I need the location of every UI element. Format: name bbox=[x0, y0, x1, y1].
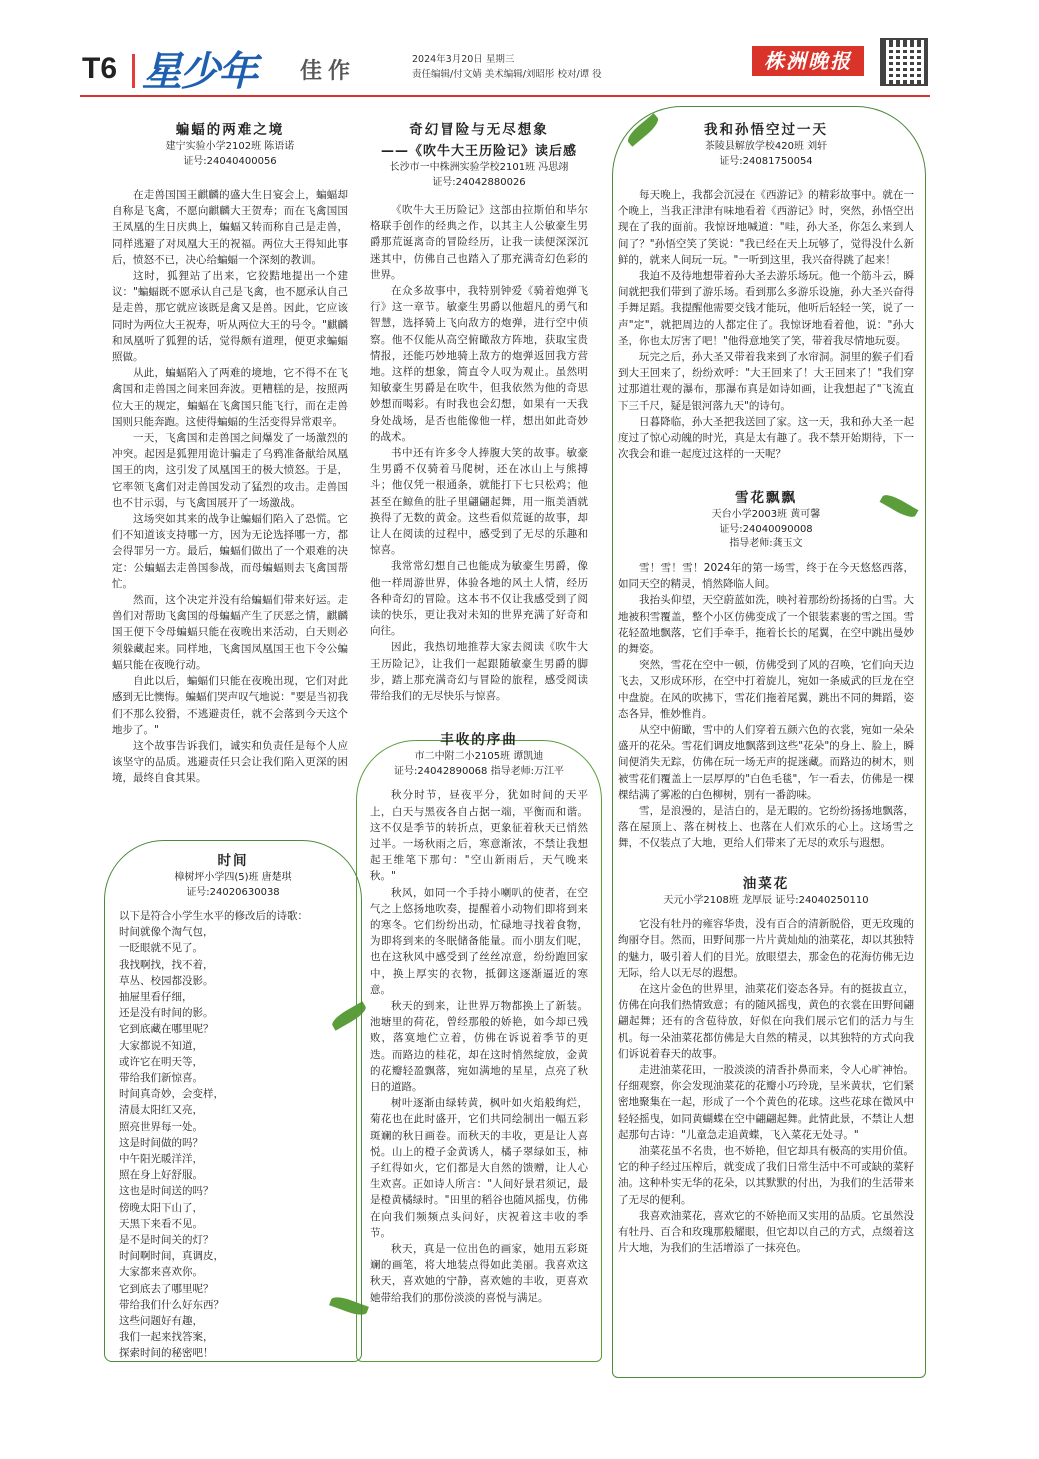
poem-line: 我们一起来找答案， bbox=[119, 1331, 214, 1344]
paragraph: 树叶逐渐由绿转黄，枫叶如火焰般绚烂，菊花也在此时盛开，它们共同绘制出一幅五彩斑斓的秋日画卷。而秋天的丰收，更是让人喜悦。山上的橙子金黄诱人，橘子翠绿如玉，柿子红得如火，它们都是大自然的馈赠，让人心生欢喜。正如诗人所言："人间好景君须记，最是橙黄橘绿时。"田里的稻谷也随风摇曳，仿佛在向我们频频点头问好，庆祝着这丰收的季节。 bbox=[370, 1097, 588, 1239]
poem-line: 带给我们新惊喜。 bbox=[119, 1072, 203, 1085]
paragraph: 日暮降临，孙大圣把我送回了家。这一天，我和孙大圣一起度过了惊心动魄的时光，真是太有趣了。我不禁开始期待，下一次我会和谁一起度过这样的一天呢？ bbox=[618, 415, 914, 461]
article-body bbox=[618, 560, 914, 852]
column-middle bbox=[370, 110, 588, 1306]
paragraph: 我常常幻想自己也能成为敏豪生男爵，像他一样周游世界，体验各地的风土人情，经历各种奇幻的冒险。这本书不仅让我感受到了阅读的快乐，更让我对未知的世界充满了好奇和向往。 bbox=[370, 560, 588, 638]
header-rule bbox=[80, 95, 930, 97]
header-meta bbox=[412, 52, 602, 82]
article-teacher: 指导老师:龚玉文 bbox=[729, 538, 803, 550]
paragraph: 这个故事告诉我们，诚实和负责任是每个人应该坚守的品质。逃避责任只会让我们陷入更深的困境，最终自食其果。 bbox=[112, 739, 348, 785]
paragraph: 秋风，如同一个手持小喇叭的使者，在空气之上悠扬地吹奏，提醒着小动物们即将到来的寒冬。它们纷纷出动，忙碌地寻找着食物，为即将到来的冬眠储备能量。而小朋友们呢，也在这秋风中感受到了丝丝凉意，纷纷跑回家中，换上厚实的衣物，抵御这逐渐逼近的寒意。 bbox=[370, 886, 588, 996]
article-cert: 证号:24040400056 bbox=[183, 155, 277, 167]
article-author: 天元小学2108班 龙厚辰 证号:24040250110 bbox=[663, 894, 869, 906]
article-author: 长沙市一中株洲实验学校2101班 冯思翊 bbox=[389, 162, 569, 173]
poem-cert: 证号:24020630038 bbox=[186, 886, 280, 898]
paragraph: 在走兽国国王麒麟的盛大生日宴会上，蝙蝠却自称是飞禽，不愿向麒麟大王贺寿；而在飞禽国国王凤凰的生日庆典上，蝙蝠又转而称自己是走兽，同样逃避了对凤凰大王的祝福。两位大王得知此事后，愤怒不已，决心给蝙蝠一个深刻的教训。 bbox=[112, 189, 348, 266]
section-logo-text: 星少年 bbox=[142, 49, 256, 95]
paragraph: 每天晚上，我都会沉浸在《西游记》的精彩故事中。就在一个晚上，当我正津津有味地看着《西游记》时，突然，孙悟空出现在了我的面前。我惊讶地喊道："哇，孙大圣，你怎么来到人间了？"孙悟空笑了笑说："我已经在天上玩够了，觉得没什么新鲜的，就来人间玩一玩。"一听到这里，我兴奋得跳了起来！ bbox=[618, 189, 914, 266]
poem-line: 或许它在明天等， bbox=[119, 1055, 203, 1068]
paragraph: 秋天，真是一位出色的画家，她用五彩斑斓的画笔，将大地装点得如此美丽。我喜欢这秋天，喜欢她的宁静，喜欢她的丰收，更喜欢她带给我们的那份淡淡的喜悦与满足。 bbox=[370, 1242, 588, 1304]
poem-line: 时间真奇妙，会变样， bbox=[119, 1088, 224, 1101]
paragraph: 从空中俯瞰，雪中的人们穿着五颜六色的衣裳，宛如一朵朵盛开的花朵。雪花们调皮地飘落到这些"花朵"的身上、脸上，瞬间便消失无踪，仿佛在玩一场无声的捉迷藏。而路边的树木，则被雪花们覆盖上一层厚厚的"白色毛毯"，乍一看去，仿佛是一棵棵结满了雾凇的白色柳树，别有一番韵味。 bbox=[618, 723, 914, 801]
page-number: T6 bbox=[82, 52, 118, 85]
poem-line: 以下是符合小学生水平的修改后的诗歌： bbox=[119, 910, 308, 922]
paragraph: 雪，是浪漫的，是洁白的，是无暇的。它纷纷扬扬地飘落，落在屋顶上、落在树枝上、也落在人们欢乐的心上。这场雪之舞，不仅装点了大地，更给人们带来了无尽的欢乐与遐想。 bbox=[618, 805, 914, 850]
page-header bbox=[0, 0, 1039, 98]
article-title: 油菜花 bbox=[742, 875, 790, 892]
poem-line: 它到底藏在哪里呢？ bbox=[119, 1023, 214, 1036]
newspaper-logo: 株洲晚报 bbox=[752, 46, 864, 76]
paragraph: 因此，我热切地推荐大家去阅读《吹牛大王历险记》，让我们一起跟随敏豪生男爵的脚步，踏上那充满奇幻与冒险的旅程，感受阅读带给我们的无尽快乐与惊喜。 bbox=[370, 641, 588, 703]
paragraph: 油菜花虽不名贵，也不娇艳，但它却具有极高的实用价值。它的种子经过压榨后，就变成了我们日常生活中不可或缺的菜籽油。这种朴实无华的花朵，以其默默的付出，为我们的生活带来了无尽的便利。 bbox=[618, 1144, 914, 1206]
column-right bbox=[618, 110, 914, 1256]
paragraph: 玩完之后，孙大圣又带着我来到了水帘洞。洞里的猴子们看到大王回来了，纷纷欢呼："大王回来了！大王回来了！"我们穿过那道壮观的瀑布，那瀑布真是如诗如画，让我想起了"飞流直下三千尺，疑是银河落九天"的诗句。 bbox=[618, 351, 914, 412]
article-subtitle: ——《吹牛大王历险记》读后感 bbox=[380, 144, 577, 159]
poem-line: 清晨太阳红又亮， bbox=[119, 1104, 203, 1117]
article-title: 我和孙悟空过一天 bbox=[704, 122, 828, 138]
poem-line: 这些问题好有趣， bbox=[119, 1315, 203, 1328]
paragraph: 在众多故事中，我特别钟爱《骑着炮弹飞行》这一章节。敏豪生男爵以他超凡的勇气和智慧，选择骑上飞向敌方的炮弹，进行空中侦察。他不仅能从高空俯瞰敌方阵地，获取宝贵情报，还能巧妙地骑上敌方的炮弹返回我方营地。这样的想象，简直令人叹为观止。虽然明知敏豪生男爵是在吹牛，但我依然为他的奇思妙想而喝彩。有时我也会幻想，如果有一天我身处战场，是否也能像他一样，想出如此奇妙的战术。 bbox=[370, 285, 588, 443]
poem-line: 时间就像个淘气包， bbox=[119, 926, 214, 939]
paragraph: 这场突如其来的战争让蝙蝠们陷入了恐慌。它们不知道该支持哪一方，因为无论选择哪一方，都会得罪另一方。最后，蝙蝠们做出了一个艰难的决定：公蝙蝠去走兽国参战，而母蝙蝠则去飞禽国帮忙。 bbox=[112, 513, 348, 590]
poem-box bbox=[104, 840, 362, 1362]
poem-line: 中午阳光暖洋洋， bbox=[119, 1153, 203, 1166]
paragraph: 雪！雪！雪！2024年的第一场雪，终于在今天悠悠西落，如同天空的精灵，悄然降临人间。 bbox=[618, 561, 914, 591]
paragraph: 一天，飞禽国和走兽国之间爆发了一场激烈的冲突。起因是狐狸用诡计骗走了乌鸦准备献给凤凰国王的肉，这引发了凤凰国王的极大愤怒。于是，它率领飞禽们对走兽国发动了猛烈的攻击。走兽国也不甘示弱，与飞禽国展开了一场激战。 bbox=[112, 432, 348, 509]
paragraph: 走进油菜花田，一股淡淡的清香扑鼻而来，令人心旷神怡。仔细观察，你会发现油菜花的花瓣小巧玲珑，呈米黄状，它们紧密地聚集在一起，形成了一个个黄色的花球。这些花球在微风中轻轻摇曳，如同黄蝴蝶在空中翩翩起舞。此情此景，不禁让人想起那句古诗："儿童急走追黄蝶，飞入菜花无处寻。" bbox=[618, 1063, 914, 1141]
poem-line: 这是时间做的吗？ bbox=[119, 1136, 203, 1149]
qr-code-icon[interactable] bbox=[880, 38, 928, 86]
editors-line: 责任编辑/付文婧 美术编辑/刘昭彤 校对/谭 役 bbox=[412, 69, 602, 80]
poem-line: 一眨眼就不见了。 bbox=[119, 942, 203, 955]
paragraph: 《吹牛大王历险记》这部由拉斯伯和毕尔格联手创作的经典之作，以其主人公敏豪生男爵那荒诞离奇的冒险经历，让我一读便深深沉迷其中，仿佛自己也踏入了那充满奇幻色彩的世界。 bbox=[370, 204, 588, 281]
article-body bbox=[618, 916, 914, 1256]
article-title: 蝙蝠的两难之境 bbox=[175, 122, 285, 138]
poem-line: 我找啊找，找不着， bbox=[119, 958, 214, 971]
paragraph: 秋分时节，昼夜平分，犹如时间的天平上，白天与黑夜各自占据一端，平衡而和谐。这不仅是季节的转折点，更象征着秋天已悄然过半。一场秋雨之后，寒意渐浓，不禁让我想起王维笔下那句："空山新雨后，天气晚来秋。" bbox=[370, 789, 588, 883]
column-left bbox=[112, 110, 348, 787]
article-cert: 证号:24042890068 指导老师:万江平 bbox=[394, 765, 564, 777]
paragraph: 然而，这个决定并没有给蝙蝠们带来好运。走兽们对帮助飞禽国的母蝙蝠产生了厌恶之情，麒麟国王便下令母蝙蝠只能在夜晚出来活动，白天则必须躲藏起来。同样地，飞禽国凤凰国王也下令公蝙蝠只能在夜晚行动。 bbox=[112, 594, 348, 671]
article-title: 奇幻冒险与无尽想象 bbox=[409, 122, 549, 138]
paragraph: 突然，雪花在空中一顿，仿佛受到了风的召唤，它们向天边飞去，又形成环形，在空中打着旋儿，宛如一条威武的巨龙在空中盘旋。在风的吹拂下，雪花们拖着尾翼，跳出不同的舞蹈，姿态各异，惟妙惟肖。 bbox=[618, 659, 914, 720]
poem-line: 大家都说不知道， bbox=[119, 1039, 203, 1052]
article-author: 市二中附二小2105班 谭凯迪 bbox=[414, 751, 544, 763]
paragraph: 这时，狐狸站了出来，它狡黠地提出一个建议："蝙蝠既不愿承认自己是飞禽，也不愿承认自己是走兽，那它就应该既是禽又是兽。因此，它应该同时为两位大王祝寿，听从两位大王的号令。"麒麟和凤凰听了狐狸的话，觉得颇有道理，便更求蝙蝠照做。 bbox=[112, 270, 348, 364]
paragraph: 秋天的到来，让世界万物都换上了新装。池塘里的荷花，曾经那般的娇艳，如今却已残败，落寞地伫立着，仿佛在诉说着季节的更迭。而路边的桂花，却在这时悄然绽放，金黄的花瓣轻盈飘落，宛如满地的星星，点亮了秋日的道路。 bbox=[370, 999, 588, 1093]
article-body bbox=[370, 787, 588, 1306]
section-logo bbox=[142, 40, 256, 97]
poem-lines bbox=[119, 908, 361, 1362]
issue-date: 2024年3月20日 星期三 bbox=[412, 54, 515, 65]
paragraph: 从此，蝙蝠陷入了两难的境地，它不得不在飞禽国和走兽国之间来回奔波。更糟糕的是，按照两位大王的规定，蝙蝠在飞禽国只能飞行，而在走兽国则只能奔跑。这使得蝙蝠的生活变得异常艰辛。 bbox=[112, 367, 348, 428]
poem-line: 草丛、校园都没影。 bbox=[119, 974, 214, 987]
article-cert: 证号:24042880026 bbox=[432, 176, 526, 188]
poem-line: 天黑下来看不见。 bbox=[119, 1217, 203, 1230]
poem-line: 它到底去了哪里呢？ bbox=[119, 1282, 214, 1295]
poem-line: 这也是时间送的吗？ bbox=[119, 1185, 214, 1198]
poem-line: 傍晚太阳下山了， bbox=[119, 1201, 203, 1214]
poem-line: 照亮世界每一处。 bbox=[119, 1120, 203, 1133]
article-body bbox=[112, 187, 348, 787]
article-cert: 证号:24040090008 bbox=[719, 523, 813, 535]
poem-line: 探索时间的秘密吧！ bbox=[119, 1347, 214, 1360]
paragraph: 自此以后，蝙蝠们只能在夜晚出现，它们对此感到无比懊悔。蝙蝠们哭声叹气地说："要是当初我们不那么狡猾，不逃避责任，就不会落到今天这个地步了。" bbox=[112, 675, 348, 736]
article-body bbox=[618, 187, 914, 462]
article-author: 天台小学2003班 黄可馨 bbox=[711, 509, 821, 521]
article-author: 茶陵县解放学校420班 刘轩 bbox=[704, 141, 828, 152]
article-title: 丰收的序曲 bbox=[440, 732, 518, 749]
paragraph: 我喜欢油菜花，喜欢它的不娇艳而又实用的品质。它虽然没有牡丹、百合和玫瑰那般耀眼，但它却以自己的方式，点缀着这片大地，为我们的生活增添了一抹亮色。 bbox=[618, 1209, 914, 1255]
article-title: 雪花飘飘 bbox=[735, 490, 797, 507]
paragraph: 在这片金色的世界里，油菜花们姿态各异。有的挺拔直立，仿佛在向我们热情致意；有的随风摇曳，黄色的衣裳在田野间翩翩起舞；还有的含苞待放，好似在向我们展示它们的活力与生机。每一朵油菜花都仿佛是大自然的精灵，以其独特的方式向我们诉说着春天的故事。 bbox=[618, 982, 914, 1060]
poem-title: 时间 bbox=[217, 853, 249, 869]
article-body bbox=[370, 202, 588, 704]
paragraph: 我抬头仰望，天空蔚蓝如洗，映衬着那纷纷扬扬的白雪。大地被积雪覆盖，整个小区仿佛变成了一个银装素裹的雪之国。雪花轻盈地飘落，它们手牵手，拖着长长的尾翼，在空中跳出曼妙的舞姿。 bbox=[618, 594, 914, 655]
paragraph: 它没有牡丹的雍容华贵，没有百合的清新脱俗，更无玫瑰的绚丽夺目。然而，田野间那一片片黄灿灿的油菜花，却以其独特的魅力，吸引着人们的目光。放眼望去，那金色的花海仿佛无边无际，给人以无尽的遐想。 bbox=[618, 918, 914, 979]
paragraph: 我迫不及待地想带着孙大圣去游乐场玩。他一个筋斗云，瞬间就把我们带到了游乐场。看到那么多游乐设施，孙大圣兴奋得手舞足蹈。我提醒他需要交钱才能玩，他听后轻轻一笑，说了一声"定"，就把周边的人都定住了。我惊讶地看着他，说："孙大圣，你也太厉害了吧！"他得意地笑了笑，带着我尽情地玩耍。 bbox=[618, 270, 914, 347]
poem-line: 时间啊时间，真调皮， bbox=[119, 1250, 224, 1263]
poem-line: 照在身上好舒服。 bbox=[119, 1169, 203, 1182]
article-author: 建宁实验小学2102班 陈语诺 bbox=[165, 141, 295, 152]
paragraph: 书中还有许多令人捧腹大笑的故事。敏豪生男爵不仅骑着马爬树，还在冰山上与熊搏斗；他仅凭一根通条，就能打下七只松鸡；他甚至在鲸鱼的肚子里翩翩起舞，用一瓶美酒就换得了无数的黄金。这些看似荒诞的故事，却让人在阅读的过程中，感受到了无尽的乐趣和惊喜。 bbox=[370, 447, 588, 557]
header-divider bbox=[132, 54, 135, 88]
section-title: 佳作 bbox=[300, 59, 357, 84]
poem-line: 大家都来喜欢你。 bbox=[119, 1266, 203, 1279]
poem-author: 樟树坪小学四(5)班 唐楚琪 bbox=[174, 872, 292, 883]
poem-line: 是不是时间关的灯？ bbox=[119, 1234, 214, 1247]
article-cert: 证号:24081750054 bbox=[719, 155, 813, 167]
poem-line: 带给我们什么好东西？ bbox=[119, 1298, 224, 1311]
poem-line: 还是没有时间的影。 bbox=[119, 1007, 214, 1020]
poem-line: 抽屉里看仔细， bbox=[119, 991, 193, 1004]
